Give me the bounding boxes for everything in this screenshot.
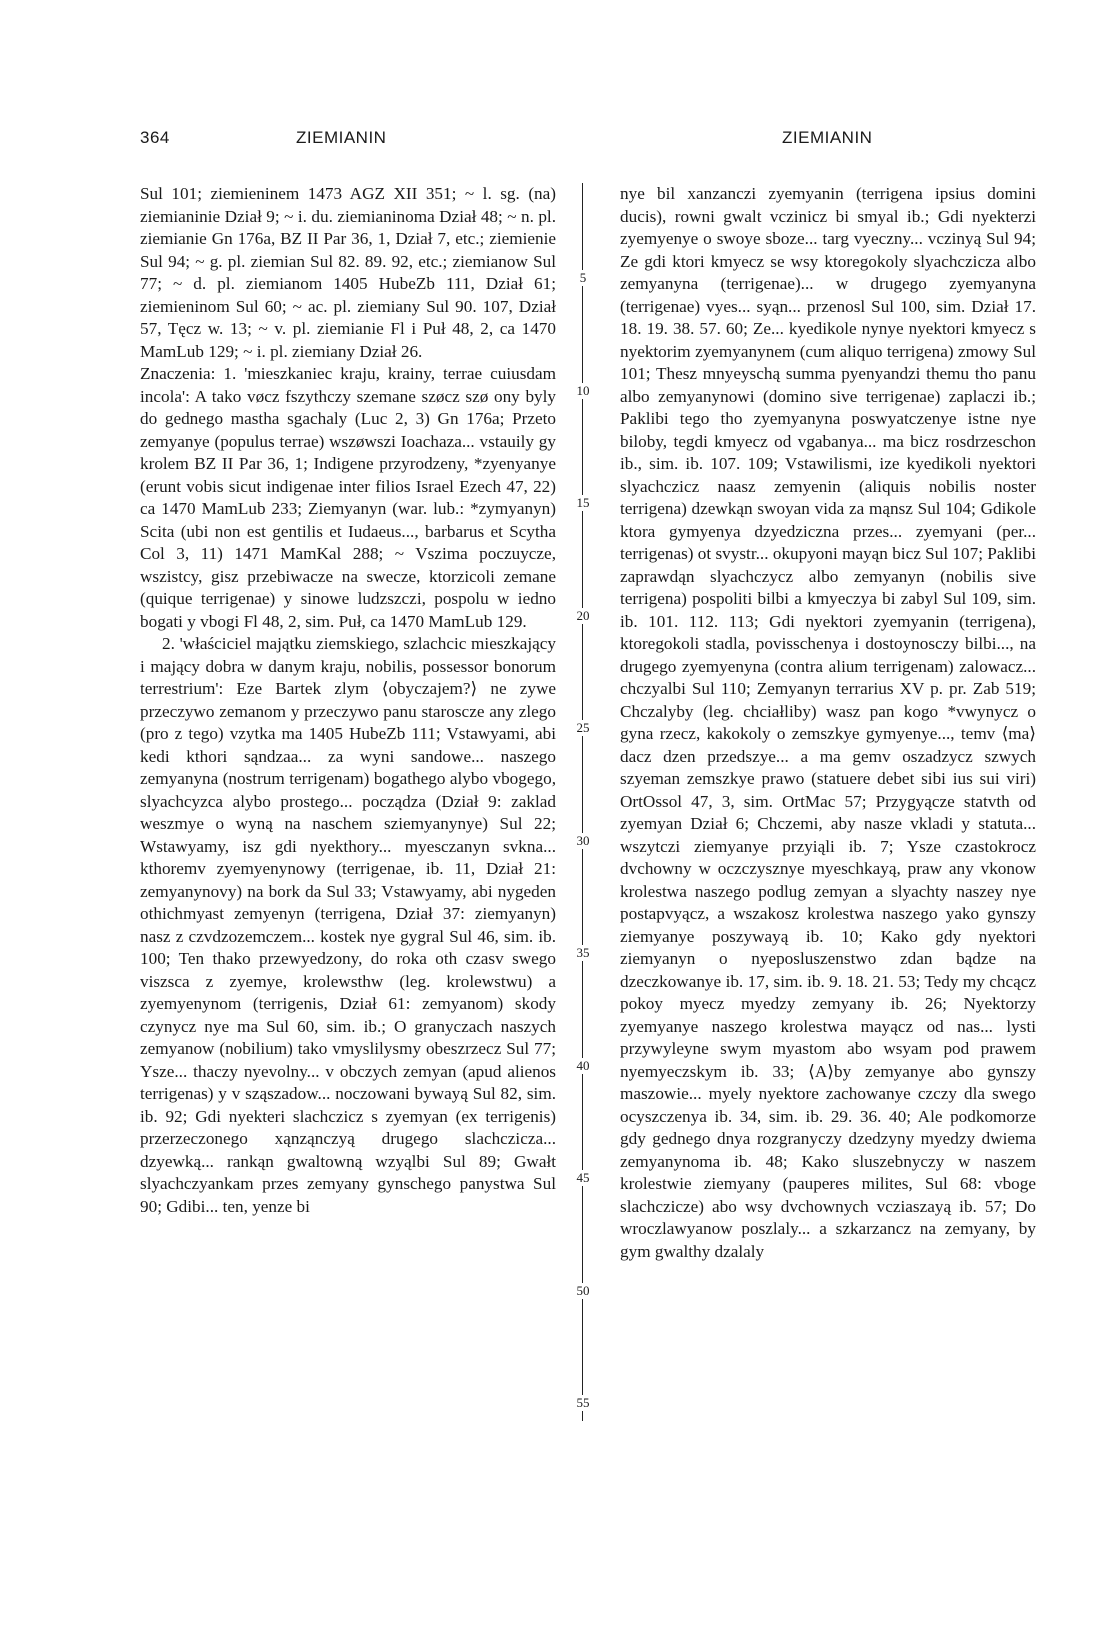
line-number: 5 xyxy=(568,270,598,286)
line-number: 55 xyxy=(568,1395,598,1411)
running-head-right: ZIEMIANIN xyxy=(782,128,873,147)
line-number: 25 xyxy=(568,720,598,736)
line-number: 50 xyxy=(568,1283,598,1299)
line-number: 40 xyxy=(568,1058,598,1074)
left-column xyxy=(140,183,556,1218)
line-number: 15 xyxy=(568,495,598,511)
sense-2-paragraph: 2. 'właściciel majątku ziemskiego, szlachcic mieszkający i mający dobra w danym kraju, nobilis, possessor bonorum terrestrium': Eze Bartek zlym ⟨obyczajem?⟩ ne zywe przeczywo zemanom y przeczywo panu staroscze any zlego (pro z tego) vzytka ma 1405 HubeZb 111; Vstawyami, abi kedi kthori sąndzaa... za wyni sandowe... naszego zemyanyna (nostrum terrigenam) bogathego alybo vbogego, slyachcyzca alybo prostego... począdza (Dział 9: zaklad weszmye o wyną na naschem sziemyanynye) Sul 22; Wstawyamy, isz gdi nyekthory... myesczanyn svkna... kthoremv zyemyenynowy (terrigenae, ib. 11, Dział 21: zemyanynovy) na bork da Sul 33; Vstawyamy, abi nygeden othichmyast zemyenyn (terrigena, Dział 37: ziemyanyn) nasz z czvdzozemczem... kostek nye gygral Sul 46, sim. ib. 100; Ten thako przewyedzony, do roka oth czasv swego viszsca z zyemye, krolewsthw (leg. krolewstwu) a zyemyenynom (terrigenis, Dział 61: zemyanom) skody czynycz nye ma Sul 60, sim. ib.; O granyczach naszych zemyanow (nobilium) tako vmyslilysmy obeszrzecz Sul 77; Ysze... thaczy nyevolny... v obczych zemyan (apud alienos terrigenas) y v sząszadow... noczowani bywayą Sul 82, sim. ib. 92; Gdi nyekteri slachczicz s zyemyan (ex terrigenis) przerzeczonego xąnząnczyą drugego slachczicza... dzyewką... rankąn gwaltowną wzyąlbi Sul 89; Gwałt slyachczyankam przes zemyany gynschego panystwa Sul 90; Gdibi... ten, yenze bi xyxy=(140,634,556,1216)
line-number: 10 xyxy=(568,383,598,399)
line-number: 35 xyxy=(568,945,598,961)
line-number: 20 xyxy=(568,608,598,624)
page-header xyxy=(0,128,1115,158)
right-column-text: nye bil xanzanczi zyemyanin (terrigena ipsius domini ducis), rowni gwalt vczinicz bi smyal ib.; Gdi nyekterzi zyemyenye o swoye sboze... targ vyeczny... vczinyą Sul 94; Ze gdi ktori kmyecz se wsy ktoregokoly slyachczicza albo zemyanyna (terrigenae)... w drugego zyemyanyna (terrigenae) vyes... syąn... przenosl Sul 100, sim. Dział 17. 18. 19. 38. 57. 60; Ze... kyedikole nynye nyektori kmyecz s nyektorim zyemyanynem (cum aliquo terrigena) zmowy Sul 101; Thesz mnyeyschą summa pyenyandzi themu tho panu albo zemyanynowi (domino sive terrigenae) zaplaczi ib.; Paklibi tego tho zyemyanyna poswyatczenye istne nye biloby, tegdi kmyecz od vgabanya... ma bicz rosdrzeschon ib., sim. ib. 107. 109; Vstawilismi, ize kyedikoli nyektori slyachczicz naasz zemyenin (aliquis nobilis noster terrigena) dzewkąn swoyan vida za mąnsz Sul 104; Gdikole ktora gymyenya dzyedziczna przes... zyemyani (per... terrigenas) ot svystr... okupyoni mayąn bicz Sul 107; Paklibi zaprawdąn slyachczycz albo zemyanyn (nobilis sive terrigena) pospoliti bilbi a kmyeczya bi zabyl Sul 109, sim. ib. 101. 112. 113; Gdi nyektori zyemyanin (terrigena), ktoregokoli stadla, povisschenya i dostoynosczy bilbi..., na drugego zyemyenyna (contra alium terrigenam) zalowacz... chczyalbi Sul 110; Zemyanyn terrarius XV p. pr. Zab 519; Chczalyby (leg. chciałliby) wasz pan kogo *vwynycz o gyna rzecz, kakokoly o zemszkye gymyenye..., temv ⟨ma⟩ dacz dzen przedszye... a ma gemv oszadzycz szwych szyeman zemszkye prawo (statuere debet sibi ius sui viri) OrtOssol 47, 3, sim. OrtMac 57; Przygyącze statvth od zyemyan Dział 6; Chczemi, aby nasze vkladi y statuta... wszytczi ziemyanye przyiąli ib. 7; Ysze czastokrocz dvchowny w oczczysznye myeschkayą, praw any vkonow krolestwa naszego podlug zemyan a slyachty naszey nye postapvyącz, a wszakosz krolestwa naszego yako gynszy ziemyanye poszywayą ib. 10; Kako gdy nyektori ziemyanyn o nyeposluszenstwo zdan bądze na dzeczkowanye ib. 17, sim. ib. 9. 18. 21. 53; Tedy my chcącz pokoy myecz myedzy zemyany ib. 26; Nyektorzy zyemyanye naszego krolestwa mayącz od nas... lysti przywyleyne swym myastom abo wsyam pod prawem nyemyeczskym ib. 33; ⟨A⟩by zemyanye abo gynszy maszowie... myely nyektore zachowanye czczy dla swego ocyszczenya ib. 34, sim. ib. 29. 36. 40; Ale podkomorze gdy gednego dnya rozgranyczy dzedzyny myedzy dwiema zemyanynoma ib. 48; Kako sluszebnyczy w naszem krolestwie ziemyany (pauperes milites, Sul 68: vboge slachczicze) abo wsy dvchownych vcziaszayą ib. 57; Do wroczlawyanow poszlaly... a szkarzancz na zemyany, by gym gwalthy dzalaly xyxy=(620,184,1036,1261)
line-number-gutter xyxy=(568,183,608,1423)
running-head-left: ZIEMIANIN xyxy=(296,128,387,147)
sense-1-paragraph: Znaczenia: 1. 'mieszkaniec kraju, krainy, terrae cuiusdam incola': A tako vøcz fszythczy szemane szøcz szø ony byly do gednego mastha sgachaly (Luc 2, 3) Gn 176a; Przeto zemyanye (populus terrae) wszøwszi Ioachaza... vstauily gy krolem BZ II Par 36, 1; Indigene przyrodzeny, *zyenyanye (erunt vobis sicut indigenae inter filios Israel Ezech 47, 22) ca 1470 MamLub 233; Ziemyanyn (war. lub.: *zymyanyn) Scita (ubi non est gentilis et Iudaeus..., barbarus et Scytha Col 3, 11) 1471 MamKal 288; ~ Vszima poczuycze, wszistcy, gisz przebiwacze na swecze, ktorzicoli zemane (quique terrigenae) y sinowe ludzszczi, pospolu w iedno bogati y vbogi Fl 48, 2, sim. Puł, ca 1470 MamLub 129. xyxy=(140,364,556,631)
line-number: 30 xyxy=(568,833,598,849)
entry-inflection-forms: Sul 101; ziemieninem 1473 AGZ XII 351; ~ l. sg. (na) ziemianinie Dział 9; ~ i. du. ziemianinoma Dział 48; ~ n. pl. ziemianie Gn 176a, BZ II Par 36, 1, Dział 7, etc.; ziemienie Sul 94; ~ g. pl. ziemian Sul 82. 89. 92, etc.; ziemianow Sul 77; ~ d. pl. ziemianom 1405 HubeZb 111, Dział 61; ziemieninom Sul 60; ~ ac. pl. ziemiany Sul 90. 107, Dział 57, Tęcz w. 13; ~ v. pl. ziemianie Fl i Puł 48, 2, ca 1470 MamLub 129; ~ i. pl. ziemiany Dział 26. xyxy=(140,184,556,361)
right-column xyxy=(620,183,1036,1263)
page-number: 364 xyxy=(140,128,170,147)
line-number: 45 xyxy=(568,1170,598,1186)
